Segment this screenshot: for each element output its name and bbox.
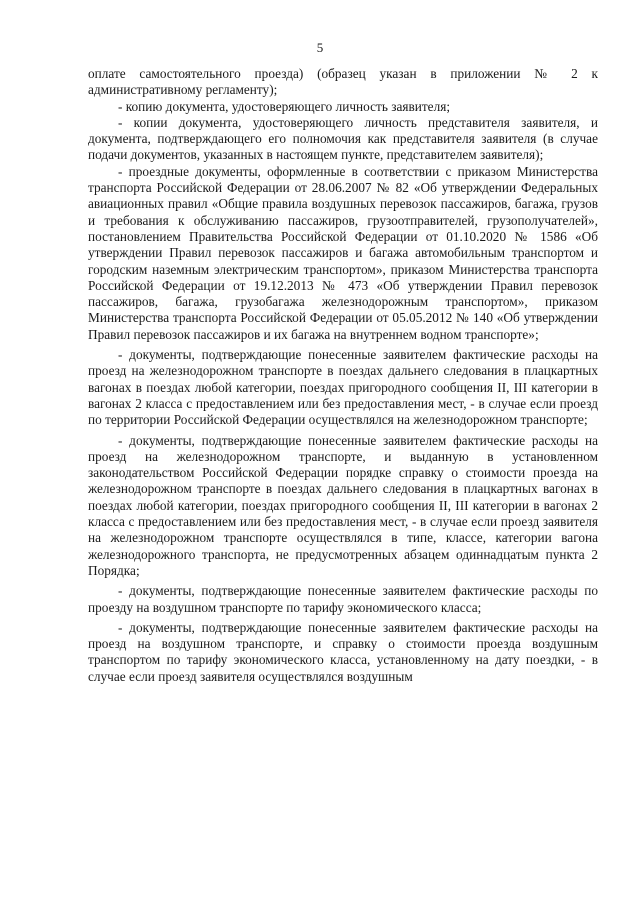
list-item-identity-document: - копию документа, удостоверяющего личность заявителя; [118, 98, 451, 114]
list-item-air-expenses: - документы, подтверждающие понесенные заявителем фактические расходы по проезду на воздушном транспорте по тарифу экономического класса; [88, 583, 598, 615]
list-item-representative-documents: - копии документа, удостоверяющего личность представителя заявителя, и документа, подтверждающего его полномочия как представителя заявителя (в случае подачи документов, указанных в настоящем пункте, представителем заявителя); [88, 114, 598, 163]
list-item-travel-documents: - проездные документы, оформленные в соответствии с приказом Министерства транспорта Российской Федерации от 28.06.2007 № 82 «Об утверждении Федеральных авиационных правил «Общие правила воздушных перевозок пассажиров, багажа, грузов и требования к обслуживанию пассажиров, грузоотправителей, грузополучателей», постановлением Правительства Российской Федерации от 01.10.2020 № 1586 «Об утверждении Правил перевозок пассажиров и багажа автомобильным транспортом и городским наземным электрическим транспортом», приказом Министерства транспорта Российской Федерации от 19.12.2013 № 473 «Об утверждении Правил перевозок пассажиров, багажа, грузобагажа железнодорожным транспортом», приказом Министерства транспорта Российской Федерации от 05.05.2012 № 140 «Об утверждении Правил перевозок пассажиров и их багажа на внутреннем водном транспорте»; [88, 163, 598, 342]
paragraph-continuation: оплате самостоятельного проезда) (образец указан в приложении № 2 к административному регламенту); [88, 66, 598, 98]
page-number: 5 [316, 40, 324, 55]
list-item-railway-expenses-certificate: - документы, подтверждающие понесенные заявителем фактические расходы на проезд на железнодорожном транспорте, и выданную в установленном законодательством Российской Федерации порядке справку о стоимости проезда на железнодорожном транспорте в поездах дальнего следования в плацкартных вагонах в поездах любой категории, поездах пригородного сообщения II, III категории в вагонах 2 класса с предоставлением или без предоставления мест, - в случае если проезд заявителя на железнодорожном транспорте осуществлялся в типе, классе, категории вагона железнодорожного транспорта, не предусмотренных абзацем одиннадцатым пункта 2 Порядка; [88, 432, 598, 578]
list-item-air-expenses-certificate: - документы, подтверждающие понесенные заявителем фактические расходы на проезд на воздушном транспорте, и справку о стоимости проезда воздушным транспортом по тарифу экономического класса, установленному на дату поездки, - в случае если проезд заявителя осуществлялся воздушным [88, 619, 598, 684]
list-item-railway-expenses: - документы, подтверждающие понесенные заявителем фактические расходы на проезд на железнодорожном транспорте в поездах дальнего следования в плацкартных вагонах в поездах любой категории, поездах пригородного сообщения II, III категории в вагонах 2 класса с предоставлением или без предоставления мест, - в случае если проезд по территории Российской Федерации осуществлялся на железнодорожном транспорте; [88, 347, 598, 428]
document-body [88, 66, 598, 685]
